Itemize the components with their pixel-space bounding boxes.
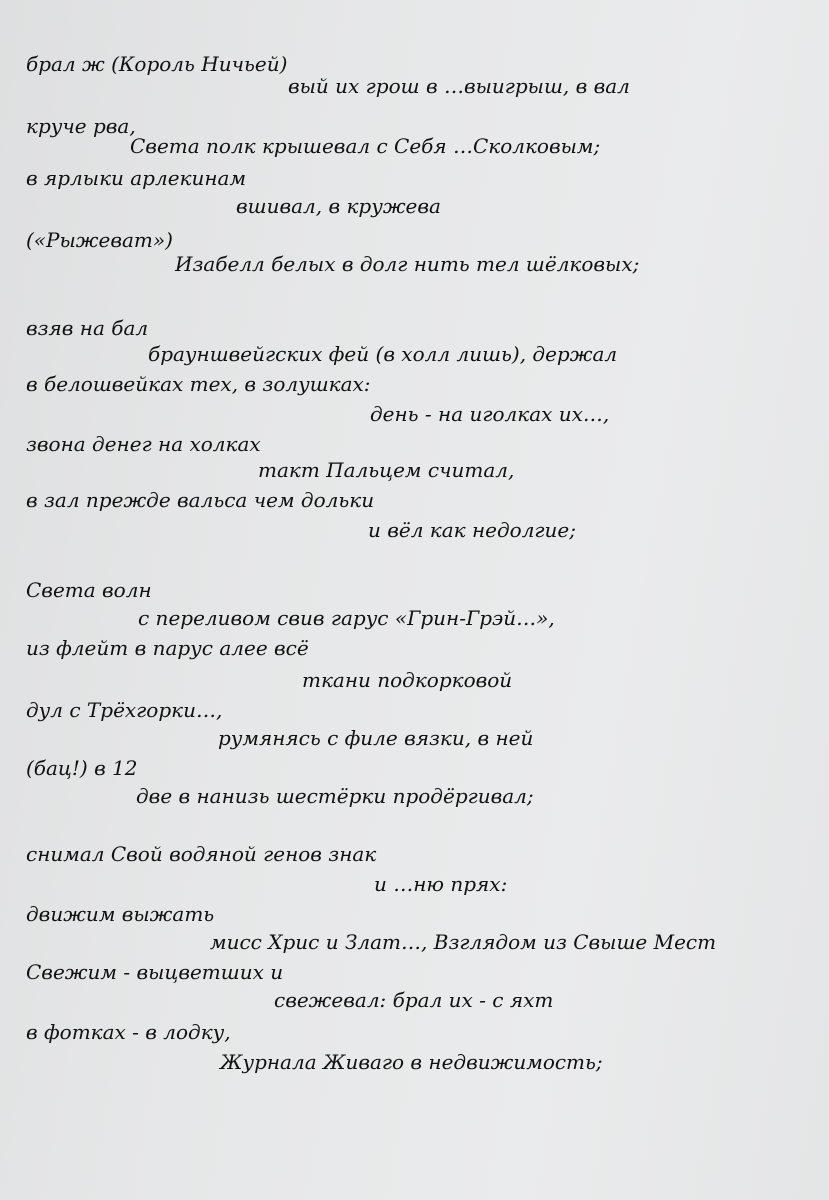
poem-line: (бац!) в 12 bbox=[26, 756, 138, 780]
poem-line: снимал Свой водяной генов знак bbox=[26, 842, 377, 866]
poem-line: в ярлыки арлекинам bbox=[26, 166, 247, 190]
poem-line: в белошвейках тех, в золушках: bbox=[26, 372, 371, 396]
poem-line: движим выжать bbox=[26, 902, 215, 926]
poem-line: с переливом свив гарус «Грин-Грэй…», bbox=[138, 606, 555, 630]
poem-line: («Рыжеват») bbox=[26, 228, 173, 252]
poem-line: брал ж (Король Ничьей) bbox=[26, 52, 288, 76]
poem-line: мисс Хрис и Злат…, Взглядом из Свыше Мест bbox=[210, 930, 717, 954]
poem-line: из флейт в парус алее всё bbox=[26, 636, 309, 660]
poem-line: две в нанизь шестёрки продёргивал; bbox=[136, 784, 534, 808]
poem-line: дул с Трёхгорки…, bbox=[26, 698, 223, 722]
poem-line: взяв на бал bbox=[26, 316, 149, 340]
poem-line: Свежим - выцветших и bbox=[26, 960, 284, 984]
poem-line: Света волн bbox=[26, 578, 152, 602]
poem-line: Журнала Живаго в недвижимость; bbox=[220, 1050, 603, 1074]
poem-line: Света полк крышевал с Себя …Сколковым; bbox=[130, 134, 601, 158]
poem-line: и вёл как недолгие; bbox=[368, 518, 576, 542]
poem-line: в зал прежде вальса чем дольки bbox=[26, 488, 375, 512]
poem-line: румянясь с филе вязки, в ней bbox=[218, 726, 534, 750]
poem-line: круче рва, bbox=[26, 114, 136, 138]
poem-line: день - на иголках их…, bbox=[370, 402, 610, 426]
poem-line: брауншвейгских фей (в холл лишь), держал bbox=[148, 342, 618, 366]
poem-line: в фотках - в лодку, bbox=[26, 1020, 231, 1044]
poem-line: свежевал: брал их - с яхт bbox=[274, 988, 554, 1012]
poem-line: звона денег на холках bbox=[26, 432, 261, 456]
poem-line: вый их грош в …выигрыш, в вал bbox=[288, 74, 630, 98]
poem-line: ткани подкорковой bbox=[302, 668, 513, 692]
poem-line: Изабелл белых в долг нить тел шёлковых; bbox=[175, 252, 640, 276]
poem-line: такт Пальцем считал, bbox=[258, 458, 515, 482]
poem-line: вшивал, в кружева bbox=[236, 194, 441, 218]
poem-line: и …ню прях: bbox=[374, 872, 508, 896]
